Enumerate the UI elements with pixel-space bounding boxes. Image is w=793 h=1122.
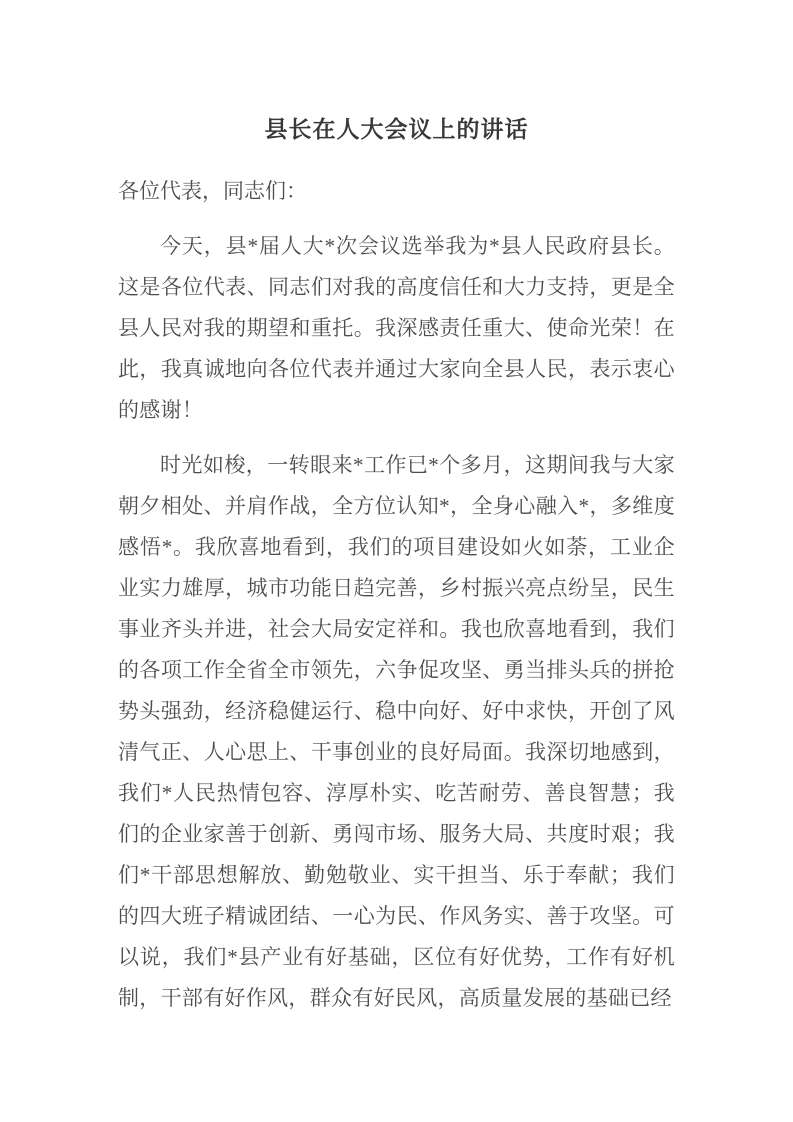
salutation-line: 各位代表，同志们：: [118, 179, 307, 203]
document-title: 县长在人大会议上的讲话: [264, 117, 529, 142]
paragraph-1: 今天，县*届人大*次会议选举我为*县人民政府县长。这是各位代表、同志们对我的高度信任和大力支持，更是全县人民对我的期望和重托。我深感责任重大、使命光荣！在此，我真诚地向各位代表并通过大家向全县人民，表示衷心的感谢！: [118, 234, 675, 422]
paragraph-2: 时光如梭，一转眼来*工作已*个多月，这期间我与大家朝夕相处、并肩作战，全方位认知*，全身心融入*，多维度感悟*。我欣喜地看到，我们的项目建设如火如荼，工业企业实力雄厚，城市功能日趋完善，乡村振兴亮点纷呈，民生事业齐头并进，社会大局安定祥和。我也欣喜地看到，我们的各项工作全省全市领先，六争促攻坚、勇当排头兵的拼抢势头强劲，经济稳健运行、稳中向好、好中求快，开创了风清气正、人心思上、干事创业的良好局面。我深切地感到，我们*人民热情包容、淳厚朴实、吃苦耐劳、善良智慧；我们的企业家善于创新、勇闯市场、服务大局、共度时艰；我们*干部思想解放、勤勉敬业、实干担当、乐于奉献；我们的四大班子精诚团结、一心为民、作风务实、善于攻坚。可以说，我们*县产业有好基础，区位有好优势，工作有好机制，干部有好作风，群众有好民风，高质量发展的基础已经: [118, 453, 675, 1010]
